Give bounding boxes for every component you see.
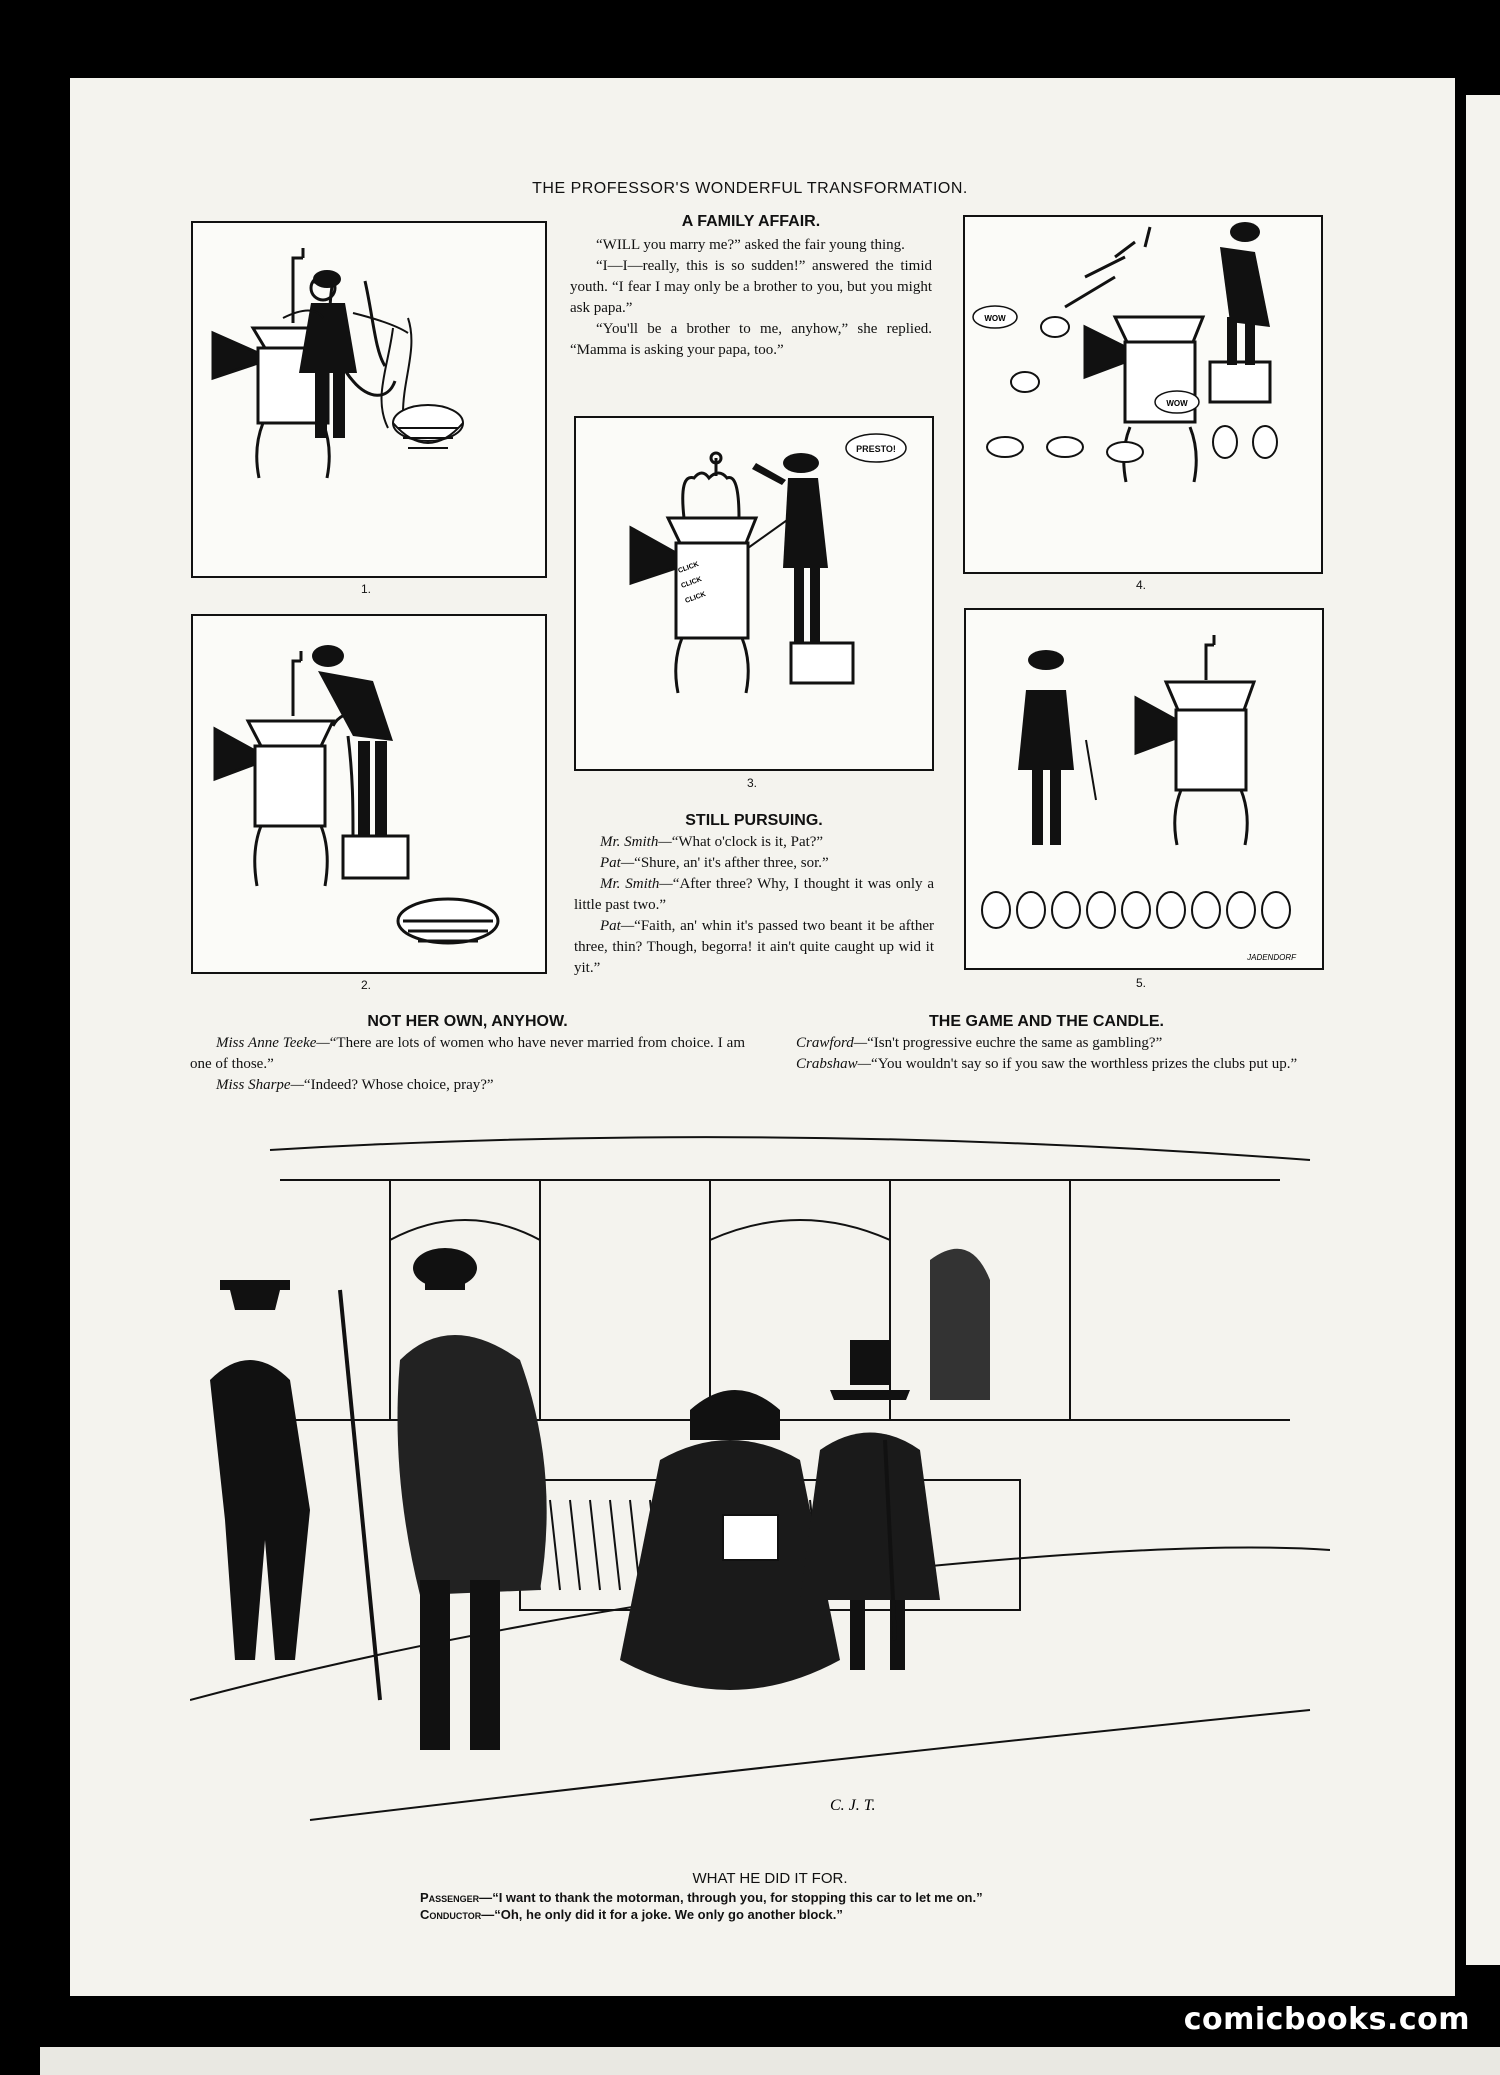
game-candle-line-2: Crabshaw—“You wouldn't say so if you saw the worthless prizes the clubs put up.”: [796, 1056, 1298, 1072]
still-pursuing-article: [574, 812, 934, 979]
streetcar-caption-title: WHAT HE DID IT FOR.: [692, 1870, 848, 1887]
streetcar-illustration: [190, 1120, 1330, 1870]
panel-5-number: 5.: [1135, 976, 1146, 990]
panel-2-drawing: [193, 616, 545, 972]
streetcar-drawing: [190, 1120, 1330, 1870]
not-her-own-title: NOT HER OWN, ANYHOW.: [367, 1013, 568, 1030]
panel-5-signature: JADENDORF: [1247, 953, 1296, 962]
next-page-edge: [40, 2047, 1500, 2075]
source-watermark: comicbooks.com: [1183, 2002, 1470, 2037]
presto-text: PRESTO!: [856, 444, 896, 454]
family-affair-para-3: “You'll be a brother to me, anyhow,” she replied. “Mamma is asking your papa, too.”: [570, 321, 932, 358]
panel-2-number: 2.: [360, 978, 371, 992]
game-candle-title: THE GAME AND THE CANDLE.: [929, 1013, 1164, 1030]
panel-3-drawing: [576, 418, 932, 769]
comic-panel-1: [191, 221, 547, 578]
game-candle-article: [770, 1013, 1323, 1075]
panel-4-number: 4.: [1135, 578, 1146, 592]
wow-text-2: WOW: [1166, 399, 1188, 408]
streetcar-caption-line-1: Passenger—“I want to thank the motorman, through you, for stopping this car to let me on.”: [420, 1890, 983, 1905]
click-text-1: CLICK: [677, 560, 700, 575]
not-her-own-article: [190, 1013, 745, 1096]
still-pursuing-line-3: Mr. Smith—“After three? Why, I thought it was only a little past two.”: [574, 876, 934, 913]
still-pursuing-line-4: Pat—“Faith, an' whin it's passed two beant it be afther three, thin? Though, begorra! it ain't quite caught up wid it yit.”: [574, 918, 934, 976]
comic-panel-2: [191, 614, 547, 974]
comic-panel-4: [963, 215, 1323, 574]
wow-text-1: WOW: [984, 314, 1006, 323]
click-text-3: CLICK: [684, 590, 707, 605]
panel-5-drawing: [966, 610, 1322, 968]
panel-3-number: 3.: [746, 776, 757, 790]
page-header: THE PROFESSOR'S WONDERFUL TRANSFORMATION.: [532, 180, 968, 197]
not-her-own-line-1: Miss Anne Teeke—“There are lots of women who have never married from choice. I am one of those.”: [190, 1035, 746, 1072]
panel-1-number: 1.: [360, 582, 371, 596]
adjacent-page-edge: [1462, 95, 1500, 1965]
game-candle-line-1: Crawford—“Isn't progressive euchre the same as gambling?”: [796, 1035, 1163, 1051]
streetcar-caption-line-2: Conductor—“Oh, he only did it for a joke. We only go another block.”: [420, 1907, 843, 1922]
comic-panel-3: [574, 416, 934, 771]
family-affair-title: A FAMILY AFFAIR.: [681, 213, 821, 230]
panel-4-drawing: [965, 217, 1321, 572]
panel-1-drawing: [193, 223, 545, 576]
streetcar-signature: C. J. T.: [830, 1797, 876, 1814]
still-pursuing-title: STILL PURSUING.: [685, 812, 823, 829]
family-affair-para-2: “I—I—really, this is so sudden!” answered the timid youth. “I fear I may only be a brother to you, but you might ask papa.”: [570, 258, 932, 316]
still-pursuing-line-1: Mr. Smith—“What o'clock is it, Pat?”: [600, 834, 824, 850]
streetcar-caption: [420, 1870, 1120, 1922]
still-pursuing-line-2: Pat—“Shure, an' it's afther three, sor.”: [600, 855, 829, 871]
family-affair-para-1: “WILL you marry me?” asked the fair young thing.: [596, 237, 905, 253]
click-text-2: CLICK: [680, 575, 703, 590]
family-affair-article: [570, 213, 932, 361]
comic-panel-5: [964, 608, 1324, 970]
not-her-own-line-2: Miss Sharpe—“Indeed? Whose choice, pray?”: [216, 1077, 494, 1093]
